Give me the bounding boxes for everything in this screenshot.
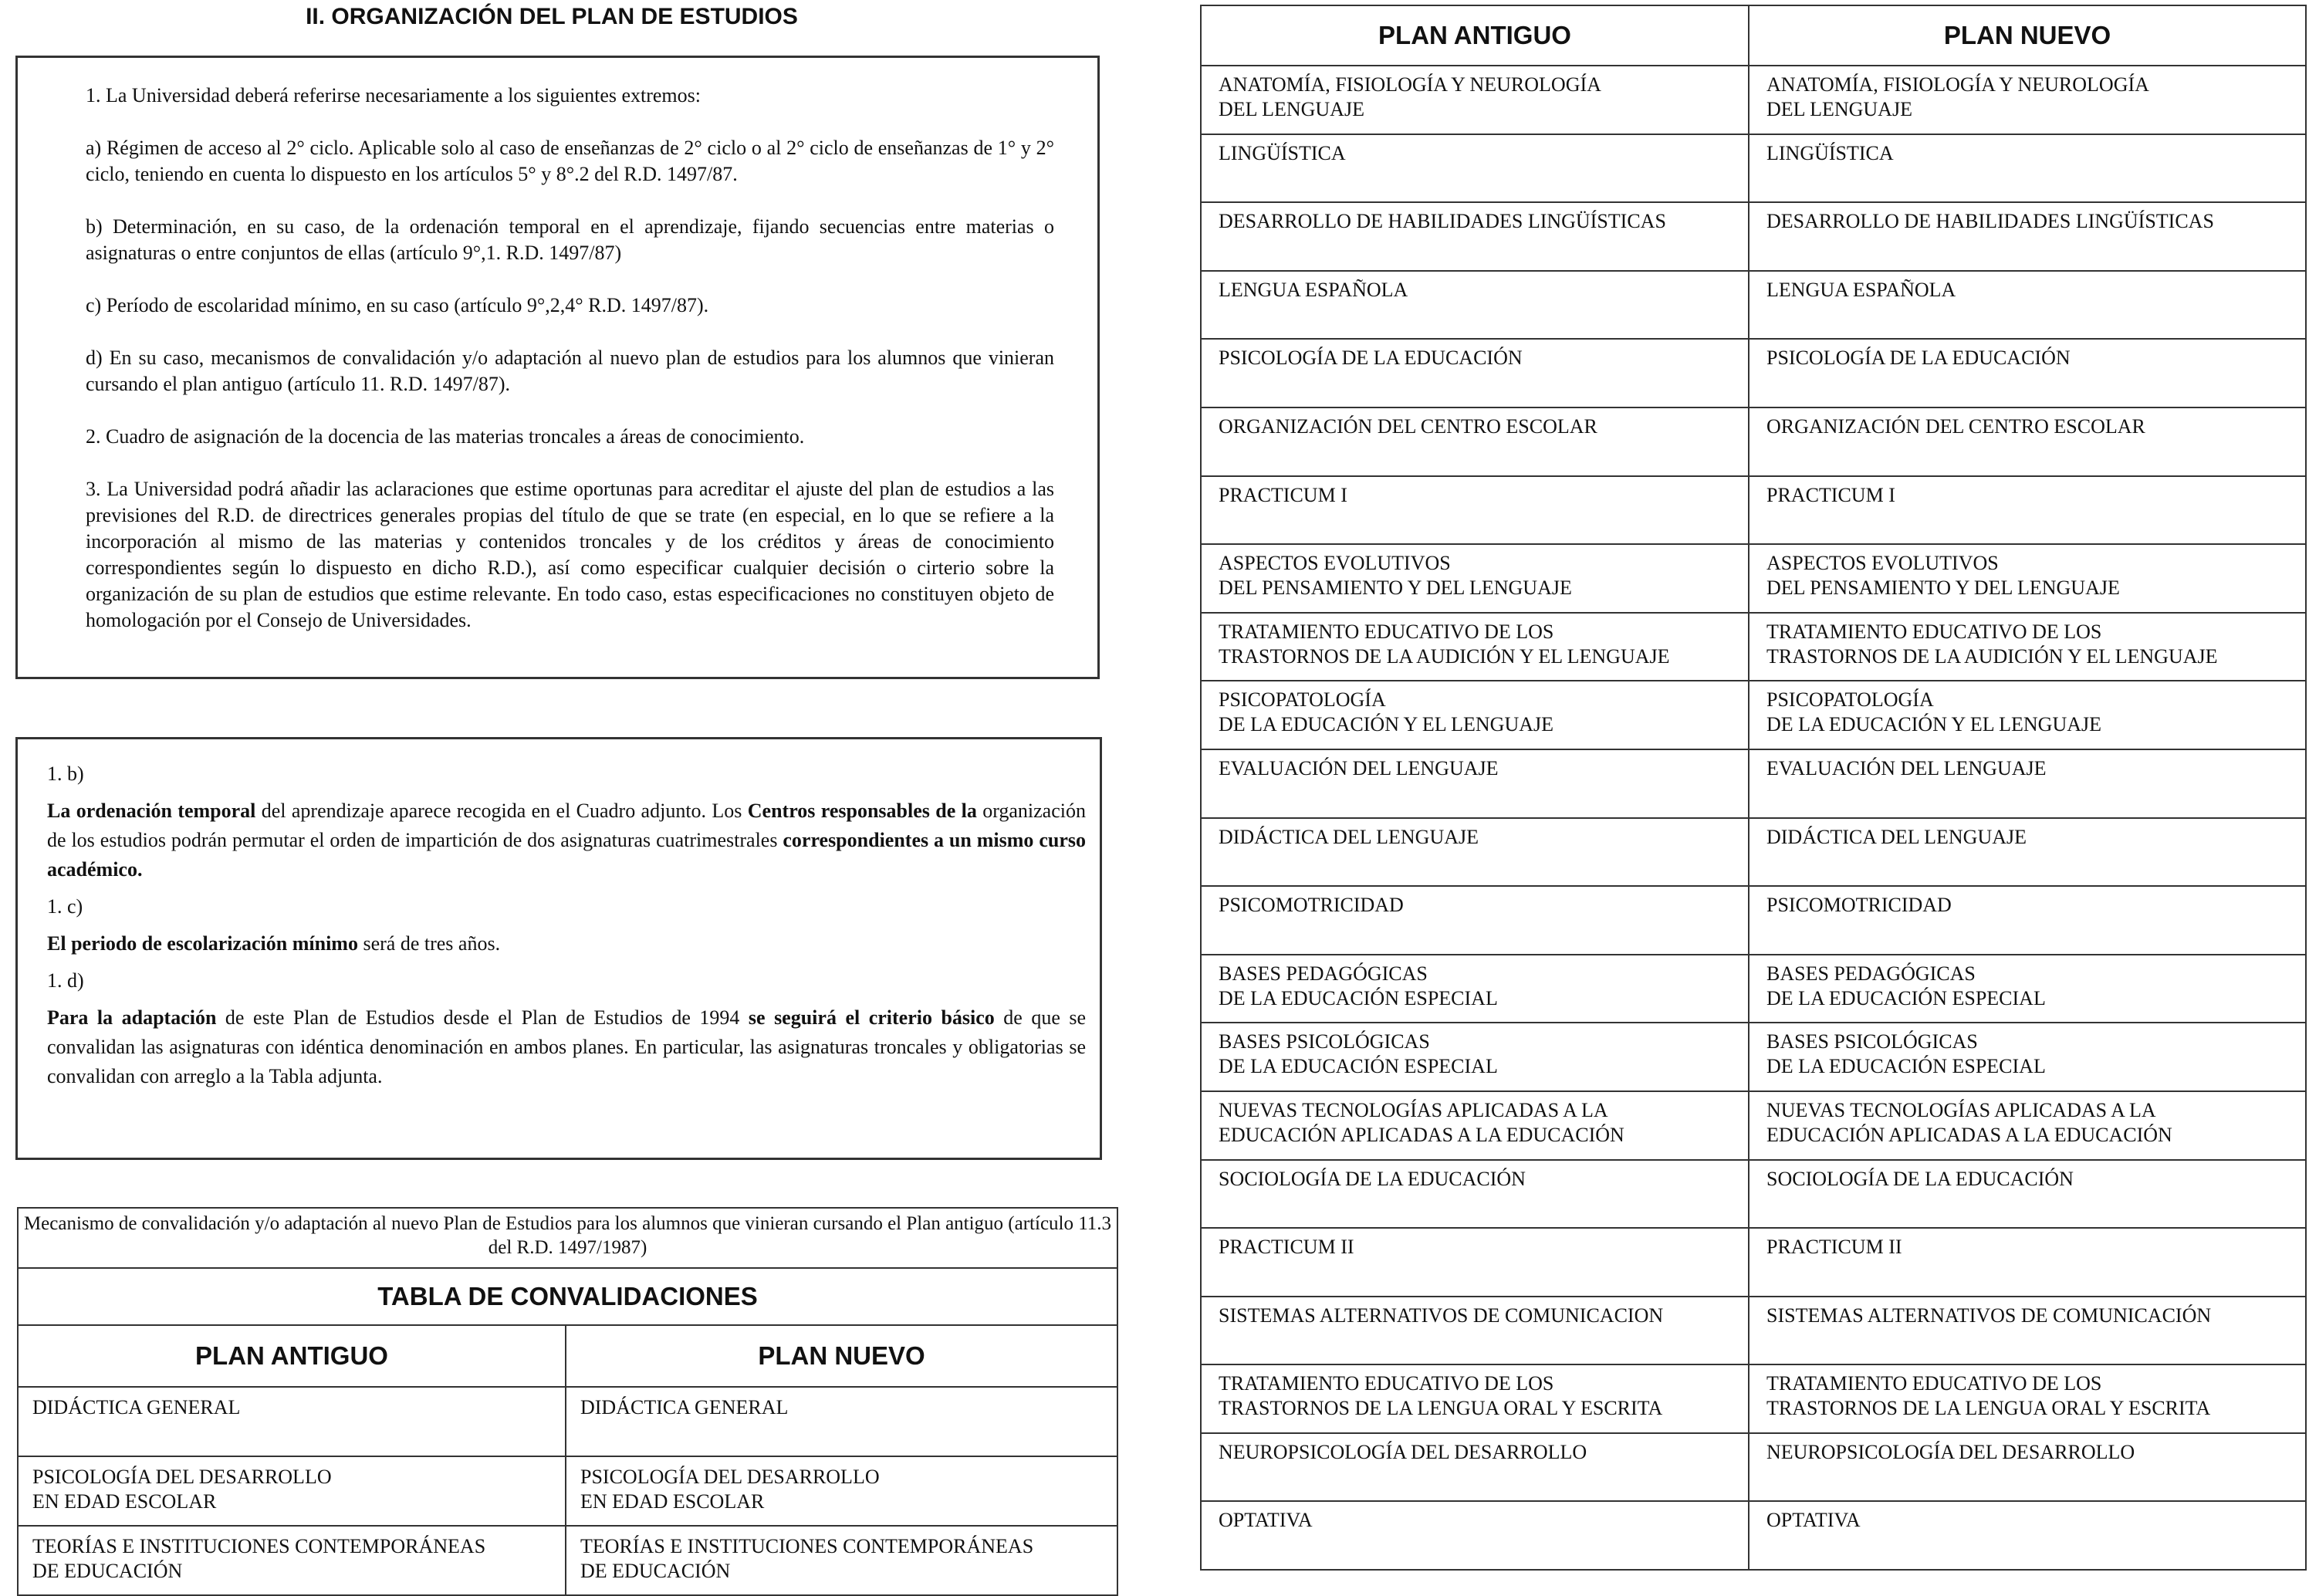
old-plan-cell (1201, 339, 1749, 407)
subject-line: DIDÁCTICA GENERAL (580, 1396, 789, 1418)
table-row (1201, 1023, 2306, 1091)
table-title: TABLA DE CONVALIDACIONES (18, 1268, 1117, 1325)
table-row (1201, 681, 2306, 749)
subject-line: TRASTORNOS DE LA AUDICIÓN Y EL LENGUAJE (1766, 644, 2218, 668)
new-plan-cell (1749, 66, 2306, 134)
subject-line: PRACTICUM I (1219, 483, 1347, 506)
subject-line: DE LA EDUCACIÓN ESPECIAL (1766, 1055, 2046, 1078)
section-label-1b: 1. b) (47, 762, 84, 785)
subject-line: BASES PSICOLÓGICAS (1219, 1030, 1430, 1053)
subject-line: EDUCACIÓN APLICADAS A LA EDUCACIÓN (1219, 1123, 1624, 1146)
old-plan-cell (1201, 1023, 1749, 1091)
subject-line: DE LA EDUCACIÓN Y EL LENGUAJE (1219, 713, 1554, 736)
bold-phrase: Centros responsables de la (747, 800, 977, 822)
text-run: del aprendizaje aparece recogida en el Cuadro adjunto. Los (255, 800, 748, 822)
subject-line: TRASTORNOS DE LA LENGUA ORAL Y ESCRITA (1766, 1397, 2211, 1420)
new-plan-cell (1749, 886, 2306, 955)
old-plan-cell (1201, 955, 1749, 1023)
old-plan-cell (18, 1387, 566, 1456)
table-row (1201, 407, 2306, 476)
old-plan-cell (1201, 544, 1749, 613)
new-plan-cell (1749, 1091, 2306, 1160)
table-body (1201, 66, 2306, 1570)
subject-line: PSICOPATOLOGÍA (1766, 688, 1934, 712)
subject-line: NUEVAS TECNOLOGÍAS APLICADAS A LA (1219, 1098, 1608, 1121)
subject-line: NEUROPSICOLOGÍA DEL DESARROLLO (1766, 1440, 2135, 1463)
table-row (18, 1387, 1117, 1456)
table-row (1201, 818, 2306, 887)
column-header-old-plan: PLAN ANTIGUO (1201, 5, 1749, 66)
table-row (1201, 955, 2306, 1023)
subject-line: SISTEMAS ALTERNATIVOS DE COMUNICACIÓN (1766, 1304, 2212, 1327)
subject-line: OPTATIVA (1766, 1509, 1861, 1532)
table-caption: Mecanismo de convalidación y/o adaptación al nuevo Plan de Estudios para los alumnos que vinieran cursando el Plan antiguo (artículo 11.3 del R.D. 1497/1987) (18, 1208, 1117, 1268)
new-plan-cell (1749, 681, 2306, 749)
column-header-new-plan: PLAN NUEVO (1749, 5, 2306, 66)
subject-line: TRATAMIENTO EDUCATIVO DE LOS (1219, 1372, 1554, 1395)
subject-line: ASPECTOS EVOLUTIVOS (1766, 552, 1999, 575)
subject-line: DE LA EDUCACIÓN ESPECIAL (1219, 1055, 1498, 1078)
subject-line: DESARROLLO DE HABILIDADES LINGÜÍSTICAS (1219, 210, 1666, 233)
subject-line: DEL LENGUAJE (1766, 98, 1912, 120)
subject-line: DEL PENSAMIENTO Y DEL LENGUAJE (1766, 577, 2120, 600)
requirements-intro: 1. La Universidad deberá referirse necesariamente a los siguientes extremos: (86, 84, 701, 107)
new-plan-cell (1749, 134, 2306, 203)
subject-line: TRATAMIENTO EDUCATIVO DE LOS (1766, 620, 2102, 643)
column-header-old-plan: PLAN ANTIGUO (18, 1325, 566, 1387)
requirements-box (15, 56, 1100, 679)
table-row (1201, 339, 2306, 407)
subject-line: NEUROPSICOLOGÍA DEL DESARROLLO (1219, 1440, 1587, 1463)
subject-line: SISTEMAS ALTERNATIVOS DE COMUNICACION (1219, 1304, 1664, 1327)
old-plan-cell (1201, 66, 1749, 134)
table-row (18, 1456, 1117, 1526)
section-label-1d: 1. d) (47, 969, 84, 992)
subject-line: ANATOMÍA, FISIOLOGÍA Y NEUROLOGÍA (1219, 73, 1601, 96)
subject-line: PRACTICUM II (1766, 1236, 1902, 1259)
subject-line: TRATAMIENTO EDUCATIVO DE LOS (1219, 620, 1554, 643)
old-plan-cell (1201, 1433, 1749, 1502)
requirement-a: a) Régimen de acceso al 2° ciclo. Aplicable solo al caso de enseñanzas de 2° ciclo o al 2° ciclo de enseñanzas de 1° y 2° ciclo, teniendo en cuenta lo dispuesto en los artículos 5° y 8°.2 del R.D. 1497/87. (86, 137, 1054, 185)
requirement-c: c) Período de escolaridad mínimo, en su caso (artículo 9°,2,4° R.D. 1497/87). (86, 294, 709, 316)
old-plan-cell (1201, 1364, 1749, 1433)
subject-line: NUEVAS TECNOLOGÍAS APLICADAS A LA (1766, 1098, 2156, 1121)
subject-line: PRACTICUM I (1766, 483, 1895, 506)
old-plan-cell (1201, 1228, 1749, 1297)
subject-line: DEL PENSAMIENTO Y DEL LENGUAJE (1219, 577, 1572, 600)
new-plan-cell (1749, 1228, 2306, 1297)
convalidation-table-right (1200, 5, 2307, 1571)
new-plan-cell (1749, 1297, 2306, 1365)
text-run: de este Plan de Estudios desde el Plan de Estudios de 1994 (216, 1006, 749, 1029)
table-row (1201, 1501, 2306, 1570)
subject-line: DE LA EDUCACIÓN ESPECIAL (1219, 986, 1498, 1009)
subject-line: TEORÍAS E INSTITUCIONES CONTEMPORÁNEAS (32, 1535, 486, 1557)
subject-line: ASPECTOS EVOLUTIVOS (1219, 552, 1451, 575)
subject-line: DIDÁCTICA DEL LENGUAJE (1766, 825, 2027, 848)
table-row (1201, 66, 2306, 134)
table-row (1201, 886, 2306, 955)
page-title: II. ORGANIZACIÓN DEL PLAN DE ESTUDIOS (306, 4, 798, 29)
subject-line: DE EDUCACIÓN (580, 1560, 731, 1582)
new-plan-cell (1749, 955, 2306, 1023)
old-plan-cell (1201, 1501, 1749, 1570)
table-row (1201, 1091, 2306, 1160)
new-plan-cell (566, 1387, 1117, 1456)
requirement-item-3: 3. La Universidad podrá añadir las aclaraciones que estime oportunas para acreditar el ajuste del plan de estudios a las previsiones del R.D. de directrices generales propias del título de que se trate (en especial, en lo que se refiere a la incorporación al mismo de las materias y contenidos troncales y de los créditos y áreas de conocimiento correspondientes según lo dispuesto en dicho R.D.), así como especificar cualquier decisión o cirterio sobre la organización de su plan de estudios que estime relevante. En todo caso, estas especificaciones no constituyen objeto de homologación por el Consejo de Universidades. (86, 478, 1054, 631)
table-body (18, 1387, 1117, 1595)
new-plan-cell (1749, 1160, 2306, 1229)
table-row (1201, 1160, 2306, 1229)
old-plan-cell (1201, 1297, 1749, 1365)
subject-line: TRASTORNOS DE LA LENGUA ORAL Y ESCRITA (1219, 1397, 1663, 1420)
subject-line: DIDÁCTICA GENERAL (32, 1396, 241, 1418)
old-plan-cell (1201, 681, 1749, 749)
subject-line: LENGUA ESPAÑOLA (1766, 278, 1956, 301)
subject-line: PSICOLOGÍA DEL DESARROLLO (580, 1466, 880, 1488)
subject-line: SOCIOLOGÍA DE LA EDUCACIÓN (1766, 1167, 2074, 1190)
subject-line: DE EDUCACIÓN (32, 1560, 183, 1582)
new-plan-cell (1749, 749, 2306, 818)
subject-line: PSICOPATOLOGÍA (1219, 688, 1386, 712)
new-plan-cell (1749, 1501, 2306, 1570)
old-plan-cell (18, 1456, 566, 1526)
new-plan-cell (1749, 476, 2306, 545)
subject-line: EDUCACIÓN APLICADAS A LA EDUCACIÓN (1766, 1123, 2172, 1146)
subject-line: BASES PEDAGÓGICAS (1766, 962, 1976, 985)
column-header-new-plan: PLAN NUEVO (566, 1325, 1117, 1387)
subject-line: ORGANIZACIÓN DEL CENTRO ESCOLAR (1219, 414, 1597, 438)
subject-line: PSICOMOTRICIDAD (1766, 894, 1952, 917)
table-row (18, 1526, 1117, 1595)
old-plan-cell (1201, 202, 1749, 271)
subject-line: EVALUACIÓN DEL LENGUAJE (1219, 756, 1499, 779)
bold-phrase: El periodo de escolarización mínimo (47, 932, 358, 955)
old-plan-cell (1201, 886, 1749, 955)
table-row (1201, 271, 2306, 340)
table-row (1201, 613, 2306, 681)
subject-line: PSICOLOGÍA DEL DESARROLLO (32, 1466, 332, 1488)
subject-line: TRATAMIENTO EDUCATIVO DE LOS (1766, 1372, 2102, 1395)
subject-line: LENGUA ESPAÑOLA (1219, 278, 1408, 301)
subject-line: DESARROLLO DE HABILIDADES LINGÜÍSTICAS (1766, 210, 2214, 233)
new-plan-cell (1749, 613, 2306, 681)
new-plan-cell (566, 1456, 1117, 1526)
old-plan-cell (1201, 271, 1749, 340)
requirement-item-2: 2. Cuadro de asignación de la docencia de las materias troncales a áreas de conocimiento. (86, 425, 805, 448)
new-plan-cell (1749, 339, 2306, 407)
section-text-1c (47, 929, 1086, 959)
section-text-1d (47, 1003, 1086, 1091)
old-plan-cell (18, 1526, 566, 1595)
old-plan-cell (1201, 1160, 1749, 1229)
text-run: será de tres años. (357, 932, 501, 955)
table-row (1201, 202, 2306, 271)
table-row (1201, 1297, 2306, 1365)
old-plan-cell (1201, 613, 1749, 681)
subject-line: EVALUACIÓN DEL LENGUAJE (1766, 756, 2047, 779)
bold-phrase: Para la adaptación (47, 1006, 217, 1029)
subject-line: ORGANIZACIÓN DEL CENTRO ESCOLAR (1766, 414, 2145, 438)
subject-line: LINGÜÍSTICA (1766, 141, 1894, 164)
section-label-1c: 1. c) (47, 895, 83, 918)
new-plan-cell (1749, 818, 2306, 887)
old-plan-cell (1201, 749, 1749, 818)
subject-line: BASES PSICOLÓGICAS (1766, 1030, 1978, 1053)
requirement-d: d) En su caso, mecanismos de convalidación y/o adaptación al nuevo plan de estudios para los alumnos que vinieran cursando el plan antiguo (artículo 11. R.D. 1497/87). (86, 347, 1054, 395)
old-plan-cell (1201, 407, 1749, 476)
subject-line: BASES PEDAGÓGICAS (1219, 962, 1428, 985)
subject-line: PSICOLOGÍA DE LA EDUCACIÓN (1766, 347, 2071, 370)
requirement-b: b) Determinación, en su caso, de la ordenación temporal en el aprendizaje, fijando secuencias entre materias o asignaturas o entre conjuntos de ellas (artículo 9°,1. R.D. 1497/87) (86, 215, 1054, 264)
old-plan-cell (1201, 818, 1749, 887)
subject-line: DE LA EDUCACIÓN ESPECIAL (1766, 986, 2046, 1009)
text-run: de que se convalidan las asignaturas con idéntica denominación en ambos planes. En particular, las asignaturas troncales y obligatorias se convalidan con arreglo a la Tabla adjunta. (47, 1006, 1087, 1087)
new-plan-cell (1749, 407, 2306, 476)
new-plan-cell (1749, 544, 2306, 613)
subject-line: PSICOMOTRICIDAD (1219, 894, 1404, 917)
old-plan-cell (1201, 476, 1749, 545)
bold-phrase: se seguirá el criterio básico (748, 1006, 995, 1029)
text-run: organización de los estudios podrán permutar el orden de impartición de dos asignaturas cuatrimestrales (47, 800, 1086, 851)
old-plan-cell (1201, 134, 1749, 203)
bold-phrase: La ordenación temporal (47, 800, 256, 822)
new-plan-cell (1749, 1023, 2306, 1091)
table-row (1201, 1364, 2306, 1433)
table-row (1201, 749, 2306, 818)
new-plan-cell (1749, 202, 2306, 271)
table-row (1201, 134, 2306, 203)
subject-line: TRASTORNOS DE LA AUDICIÓN Y EL LENGUAJE (1219, 644, 1670, 668)
table-row (1201, 1228, 2306, 1297)
table-row (1201, 1433, 2306, 1502)
new-plan-cell (1749, 1364, 2306, 1433)
bold-phrase: correspondientes a un mismo curso académico. (47, 829, 1086, 881)
new-plan-cell (1749, 271, 2306, 340)
section-text-1b (47, 796, 1086, 884)
new-plan-cell (1749, 1433, 2306, 1502)
subject-line: EN EDAD ESCOLAR (580, 1490, 765, 1513)
subject-line: LINGÜÍSTICA (1219, 141, 1346, 164)
table-row (1201, 544, 2306, 613)
subject-line: SOCIOLOGÍA DE LA EDUCACIÓN (1219, 1167, 1526, 1190)
convalidation-table-left (17, 1207, 1118, 1596)
subject-line: TEORÍAS E INSTITUCIONES CONTEMPORÁNEAS (580, 1535, 1034, 1557)
subject-line: PRACTICUM II (1219, 1236, 1354, 1259)
new-plan-cell (566, 1526, 1117, 1595)
subject-line: DIDÁCTICA DEL LENGUAJE (1219, 825, 1479, 848)
subject-line: EN EDAD ESCOLAR (32, 1490, 217, 1513)
subject-line: DE LA EDUCACIÓN Y EL LENGUAJE (1766, 713, 2102, 736)
subject-line: ANATOMÍA, FISIOLOGÍA Y NEUROLOGÍA (1766, 73, 2149, 96)
table-row (1201, 476, 2306, 545)
subject-line: PSICOLOGÍA DE LA EDUCACIÓN (1219, 347, 1523, 370)
explanation-box (15, 737, 1102, 1160)
subject-line: DEL LENGUAJE (1219, 98, 1364, 120)
old-plan-cell (1201, 1091, 1749, 1160)
subject-line: OPTATIVA (1219, 1509, 1313, 1532)
